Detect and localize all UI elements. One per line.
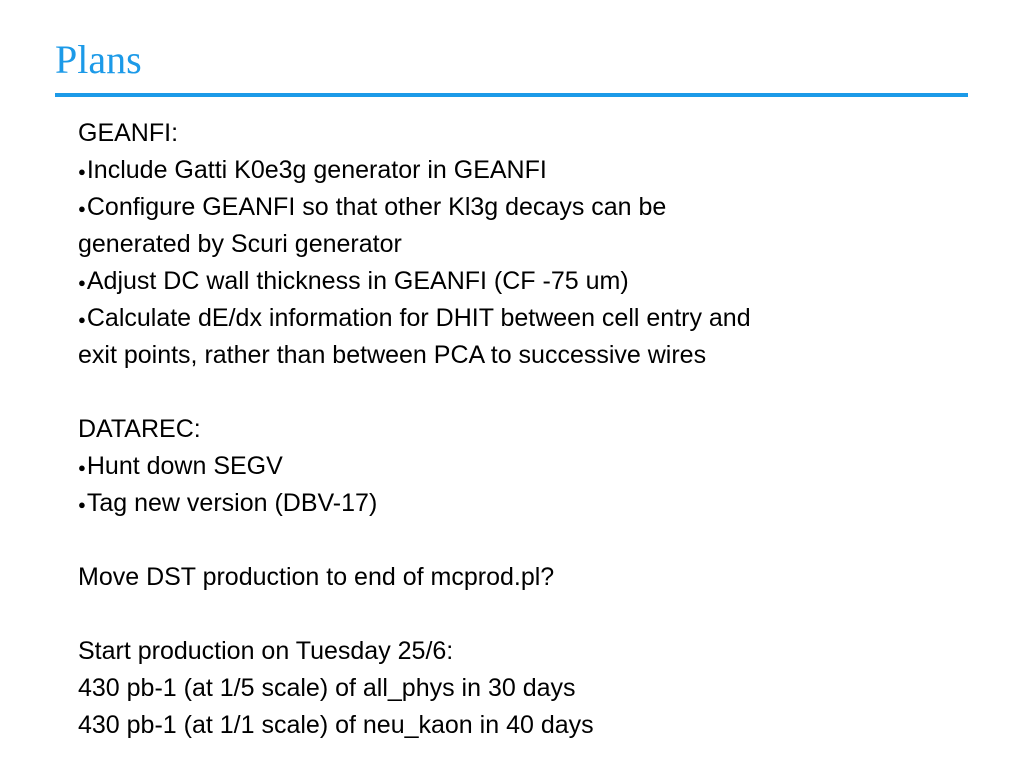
geanfi-heading: GEANFI: [78,119,179,147]
dst-note: Move DST production to end of mcprod.pl? [78,563,555,591]
bullet-icon: ● [78,460,86,475]
spacer [78,374,958,411]
geanfi-item-configure-kl3g-cont: generated by Scuri generator [78,230,402,258]
datarec-item-tag-version [78,485,958,522]
list-item-text: Include Gatti K0e3g generator in GEANFI [86,156,547,184]
slide-title: Plans [55,37,142,82]
list-item-text: Adjust DC wall thickness in GEANFI (CF -75 um) [86,267,629,295]
spacer [78,596,958,633]
production-line-neu-kaon: 430 pb-1 (at 1/1 scale) of neu_kaon in 40 days [78,711,594,739]
geanfi-item-dedx [78,300,958,337]
bullet-icon: ● [78,201,86,216]
production-line-all-phys: 430 pb-1 (at 1/5 scale) of all_phys in 30 days [78,674,576,702]
geanfi-item-dedx-cont: exit points, rather than between PCA to successive wires [78,341,707,369]
slide-body [78,115,958,744]
list-item-text: Tag new version (DBV-17) [86,489,378,517]
geanfi-item-configure-kl3g [78,189,958,226]
list-item-text: Calculate dE/dx information for DHIT between cell entry and [86,304,751,332]
datarec-heading: DATAREC: [78,415,201,443]
bullet-icon: ● [78,497,86,512]
list-item-text: Hunt down SEGV [86,452,283,480]
bullet-icon: ● [78,312,86,327]
list-item-text: Configure GEANFI so that other Kl3g decays can be [86,193,667,221]
datarec-item-segv [78,448,958,485]
bullet-icon: ● [78,164,86,179]
production-heading: Start production on Tuesday 25/6: [78,637,454,665]
geanfi-item-gatti-generator [78,152,958,189]
title-underline [55,93,968,97]
geanfi-item-dc-wall [78,263,958,300]
spacer [78,522,958,559]
bullet-icon: ● [78,275,86,290]
